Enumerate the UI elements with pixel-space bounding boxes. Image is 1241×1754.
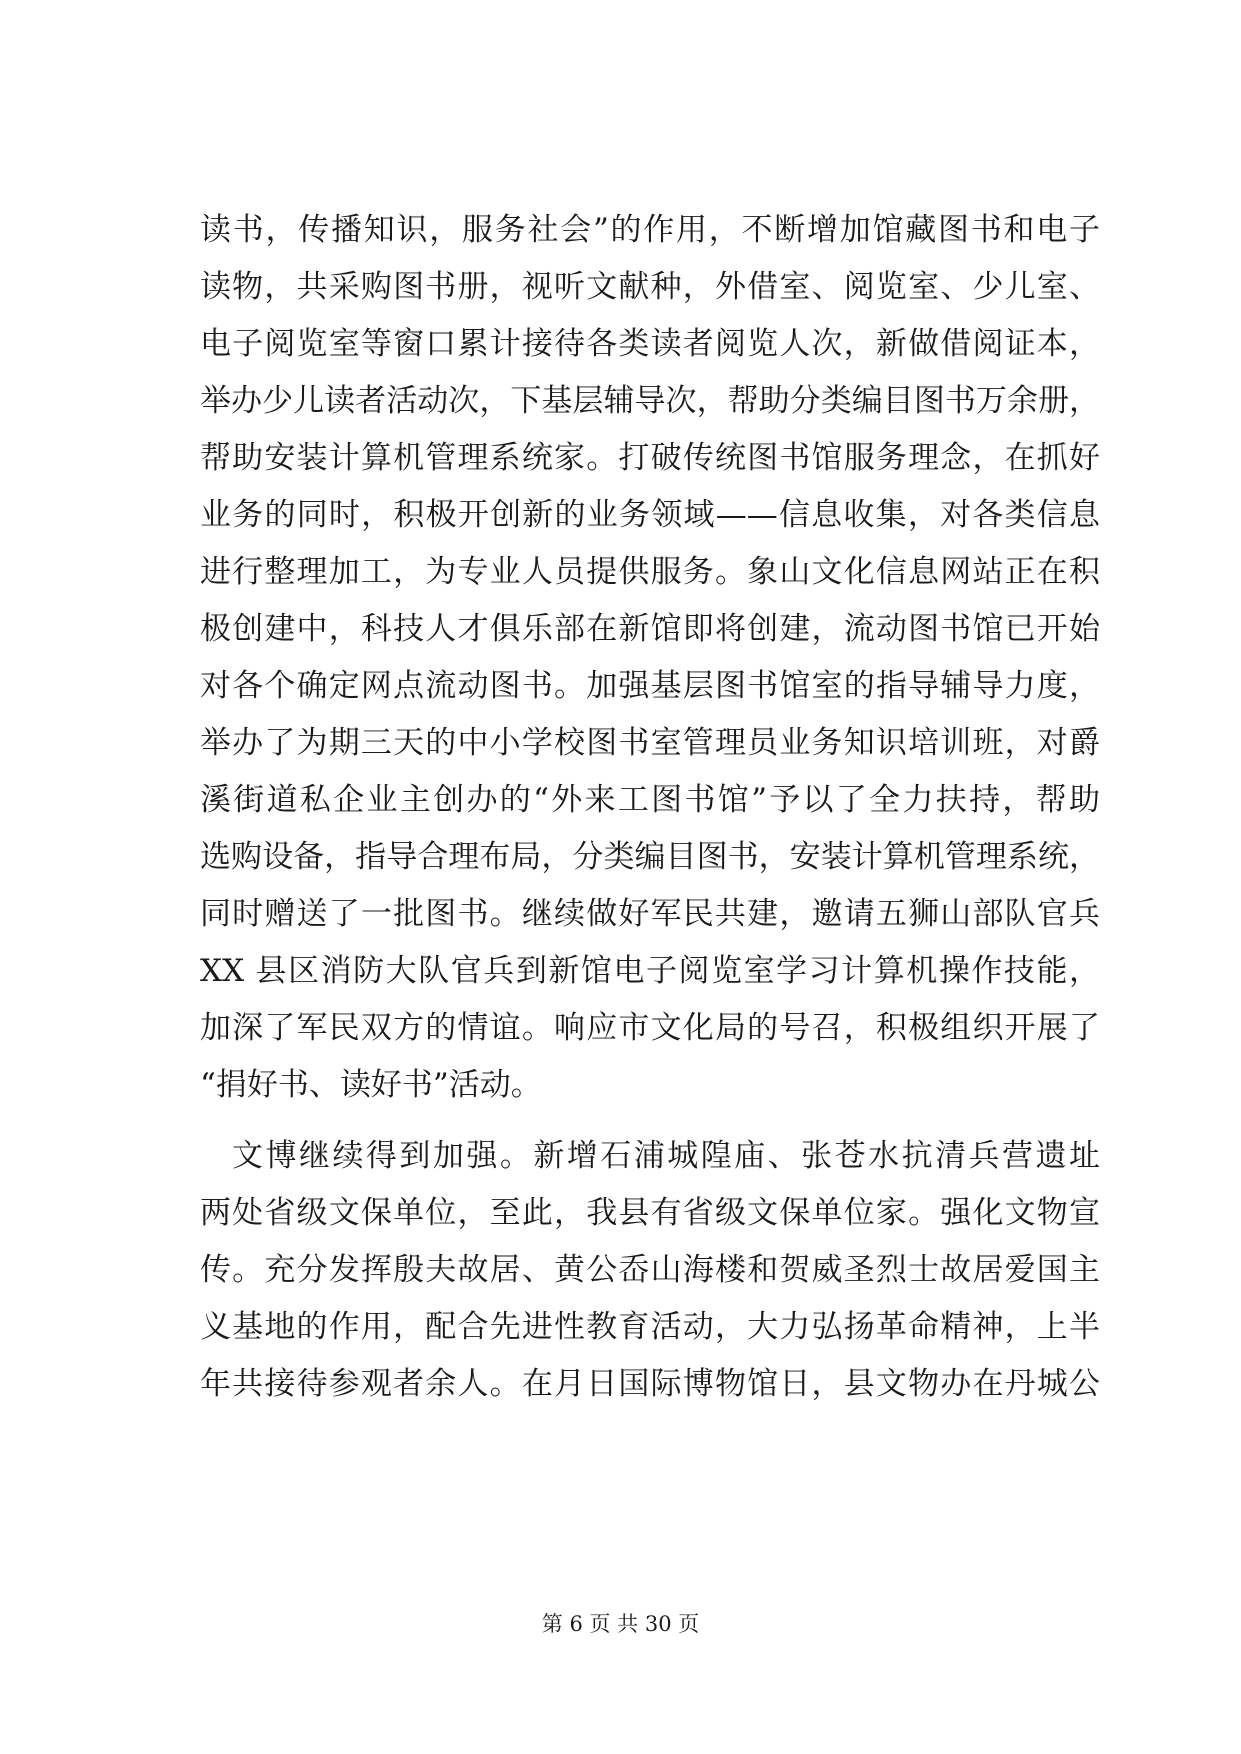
text-line: 读物，共采购图书册，视听文献种，外借室、阅览室、少儿室、 [200,269,1100,305]
paragraph-first-line: 文博继续得到加强。新增石浦城隍庙、张苍水抗清兵营遗址 [232,1138,1100,1174]
text-line: 帮助安装计算机管理系统家。打破传统图书馆服务理念，在抓好 [200,440,1100,476]
text-line: “捐好书、读好书”活动。 [200,1067,542,1103]
text-line: 两处省级文保单位，至此，我县有省级文保单位家。强化文物宣 [200,1195,1100,1231]
text-line: 读书，传播知识，服务社会”的作用，不断增加馆藏图书和电子 [200,212,1100,248]
text-line: XX 县区消防大队官兵到新馆电子阅览室学习计算机操作技能， [200,953,1100,989]
text-line: 电子阅览室等窗口累计接待各类读者阅览人次，新做借阅证本， [200,326,1100,362]
text-line: 同时赠送了一批图书。继续做好军民共建，邀请五狮山部队官兵 [200,896,1100,932]
text-line: 溪街道私企业主创办的“外来工图书馆”予以了全力扶持，帮助 [200,782,1100,818]
text-line: 传。充分发挥殷夫故居、黄公岙山海楼和贺威圣烈士故居爱国主 [200,1252,1100,1288]
text-line: 进行整理加工，为专业人员提供服务。象山文化信息网站正在积 [200,554,1100,590]
text-line: 极创建中，科技人才俱乐部在新馆即将创建，流动图书馆已开始 [200,611,1100,647]
text-line: 年共接待参观者余人。在月日国际博物馆日，县文物办在丹城公 [200,1366,1100,1402]
text-line: 加深了军民双方的情谊。响应市文化局的号召，积极组织开展了 [200,1010,1100,1046]
text-line: 业务的同时，积极开创新的业务领域——信息收集，对各类信息 [200,497,1100,533]
text-line: 义基地的作用，配合先进性教育活动，大力弘扬革命精神，上半 [200,1309,1100,1345]
text-line: 选购设备，指导合理布局，分类编目图书，安装计算机管理系统， [200,839,1100,875]
page-number-footer: 第 6 页 共 30 页 [541,1612,700,1636]
text-line: 举办了为期三天的中小学校图书室管理员业务知识培训班，对爵 [200,725,1100,761]
text-line: 对各个确定网点流动图书。加强基层图书馆室的指导辅导力度， [200,668,1100,704]
text-line: 举办少儿读者活动次，下基层辅导次，帮助分类编目图书万余册， [200,383,1100,419]
